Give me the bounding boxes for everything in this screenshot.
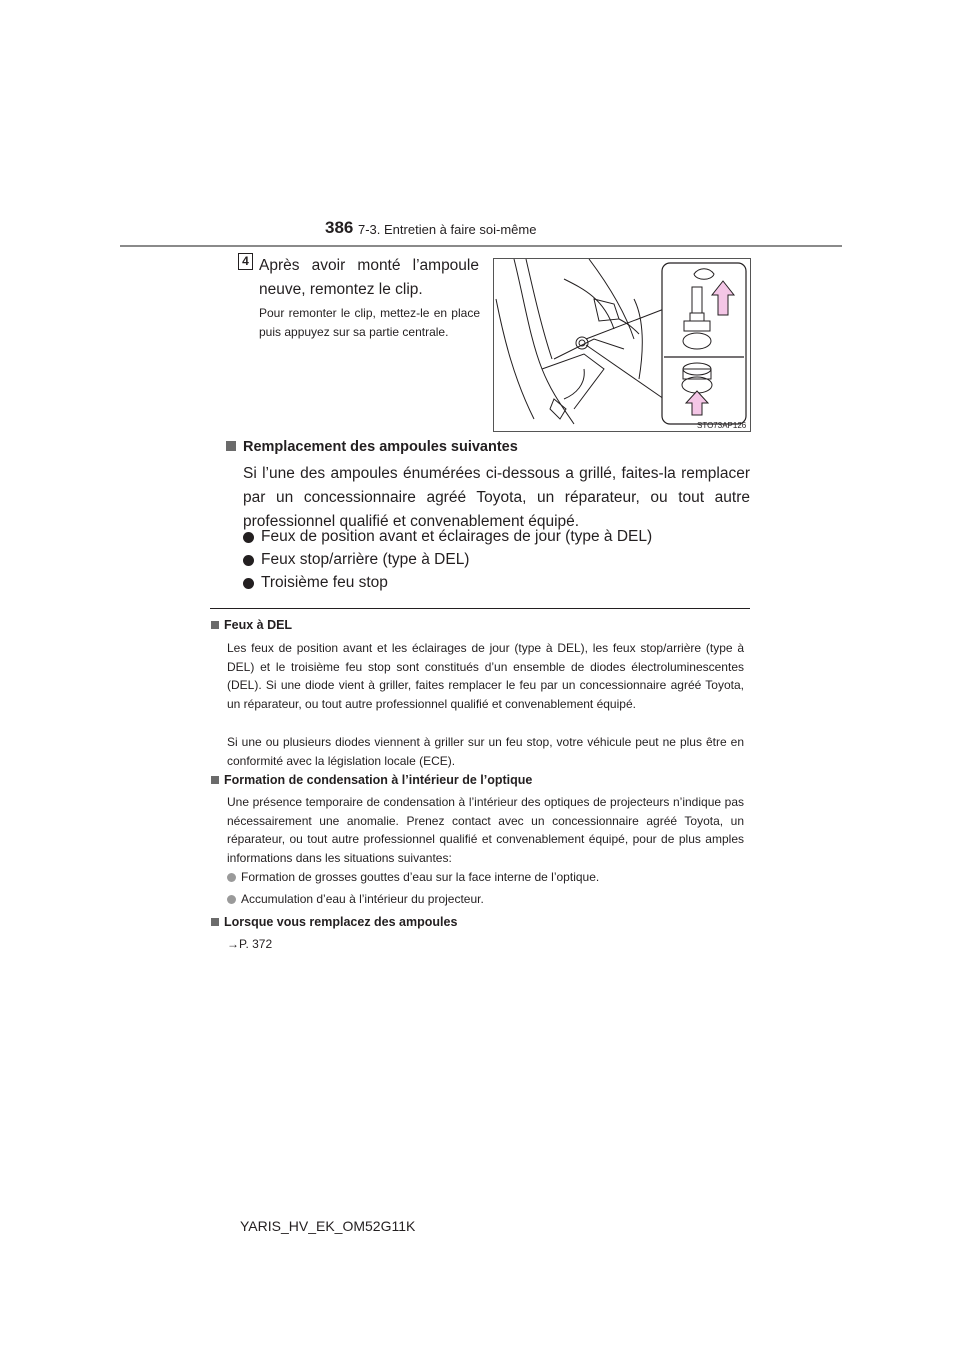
document-code: YARIS_HV_EK_OM52G11K (240, 1218, 416, 1234)
clip-illustration (493, 258, 751, 432)
step-subtext: Pour remonter le clip, mettez-le en place puis appuyez sur sa partie centrale. (259, 306, 480, 339)
replacement-text: Si l’une des ampoules énumérées ci-dessous a grillé, faites-la remplacer par un concessionnaire agréé Toyota, un réparateur, ou tout autre professionnel qualifié et convenablement équipé. (243, 465, 750, 530)
note-heading-led: Feux à DEL (211, 618, 292, 632)
heading-square-icon (211, 918, 219, 926)
list-item: Troisième feu stop (243, 574, 388, 592)
section-title: 7-3. Entretien à faire soi-même (358, 222, 537, 237)
list-item: Feux de position avant et éclairages de jour (type à DEL) (243, 528, 652, 546)
step-number: 4 (238, 253, 253, 270)
note-led-paragraph-1: Les feux de position avant et les éclairages de jour (type à DEL), les feux stop/arrière (type à DEL) et le troisième feu stop sont constitués d’un ensemble de diodes électroluminescentes (DEL). Si une diode vient à griller, faites remplacer le feu par un concessionnaire agréé Toyota, un réparateur, ou tout autre professionnel qualifié et convenablement équipé. (227, 641, 744, 711)
heading-square-icon (211, 621, 219, 629)
bullet-icon (227, 895, 236, 904)
step-text: Après avoir monté l’ampoule neuve, remontez le clip. (259, 257, 479, 298)
list-item: Accumulation d’eau à l’intérieur du projecteur. (227, 892, 484, 906)
note-heading-condensation: Formation de condensation à l’intérieur de l’optique (211, 773, 532, 787)
bullet-icon (227, 873, 236, 882)
list-item: Formation de grosses gouttes d’eau sur la face interne de l’optique. (227, 870, 599, 884)
page-reference-link[interactable]: →P. 372 (227, 937, 273, 951)
figure-caption: STO73AP126 (697, 421, 747, 430)
notes-divider (210, 608, 750, 609)
heading-square-icon (226, 441, 236, 451)
note-heading-replacing: Lorsque vous remplacez des ampoules (211, 915, 457, 929)
replacement-heading: Remplacement des ampoules suivantes (226, 439, 518, 455)
note-led-paragraph-2: Si une ou plusieurs diodes viennent à griller sur un feu stop, votre véhicule peut ne plus être en conformité avec la législation locale (ECE). (227, 735, 744, 768)
list-item: Feux stop/arrière (type à DEL) (243, 551, 469, 569)
header-divider (120, 245, 842, 247)
note-condensation-paragraph: Une présence temporaire de condensation à l’intérieur des optiques de projecteurs n’indique pas nécessairement une anomalie. Prenez contact avec un concessionnaire agréé Toyota, un réparateur, ou tout autre professionnel qualifié et convenablement équipé, pour de plus amples informations dans les situations suivantes: (227, 795, 744, 865)
bullet-icon (243, 578, 254, 589)
bullet-icon (243, 555, 254, 566)
bullet-icon (243, 532, 254, 543)
heading-square-icon (211, 776, 219, 784)
page-number: 386 (325, 218, 354, 237)
